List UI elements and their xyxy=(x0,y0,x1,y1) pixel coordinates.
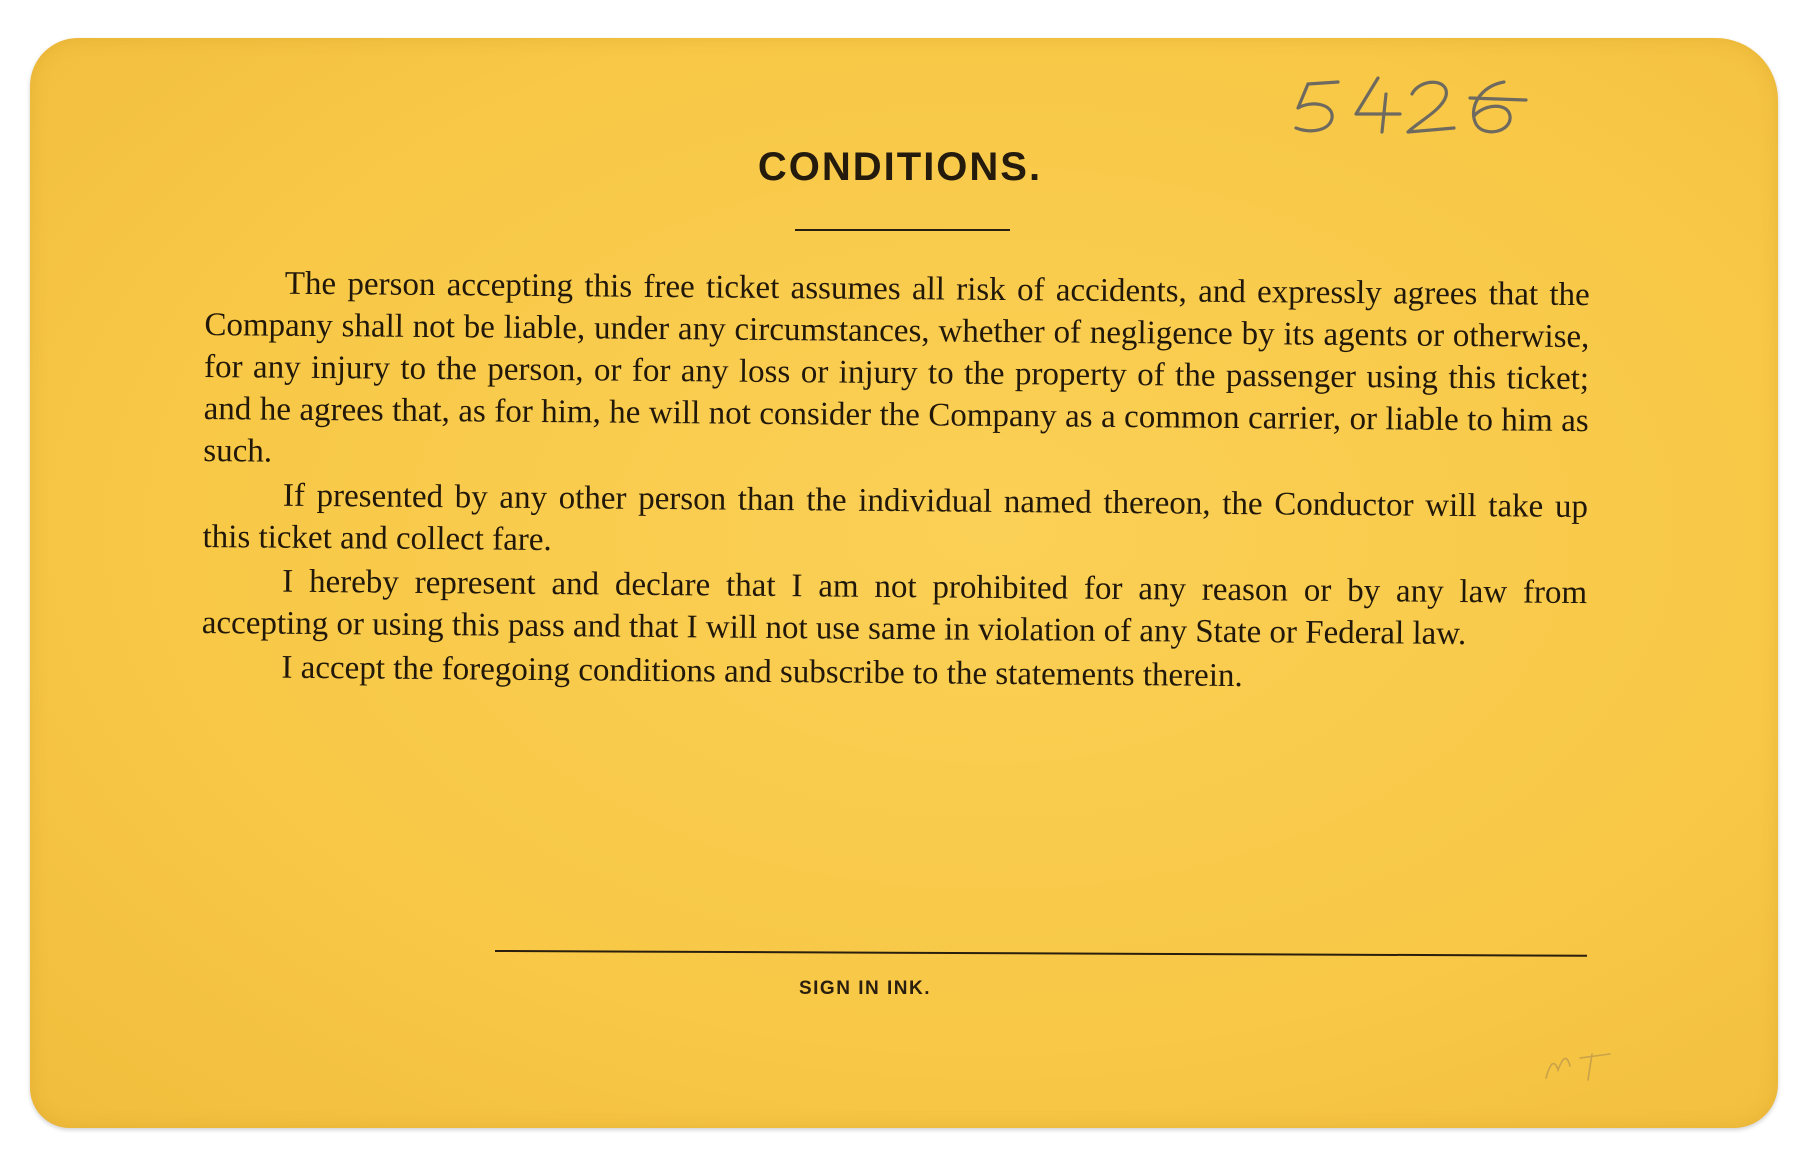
condition-paragraph: I hereby represent and declare that I am not prohibited for any reason or by any law from accepting or using this pass and that I will not use same in violation of any State or Federal law. xyxy=(201,563,1588,653)
card-title: CONDITIONS. xyxy=(757,145,1043,189)
conditions-text xyxy=(201,262,1590,702)
signature-caption xyxy=(0,978,1800,1000)
signature-caption-text: SIGN IN INK. xyxy=(798,978,931,999)
condition-paragraph: I accept the foregoing conditions and subscribe to the statements therein. xyxy=(281,649,1243,695)
condition-paragraph: If presented by any other person than the individual named thereon, the Conductor will take up this ticket and collect fare. xyxy=(202,477,1589,559)
condition-paragraph: The person accepting this free ticket assumes all risk of accidents, and expressly agrees that the Company shall not be liable, under any circumstances, whether of negligence by its agents or otherwise, for any injury to the person, or for any loss or injury to the property of the passenger using this ticket; and he agrees that, as for him, he will not consider the Company as a common carrier, or liable to him as such. xyxy=(203,265,1590,470)
handwritten-number xyxy=(1290,70,1550,140)
title-underline xyxy=(795,229,1010,231)
pencil-scribble xyxy=(1540,1040,1630,1085)
